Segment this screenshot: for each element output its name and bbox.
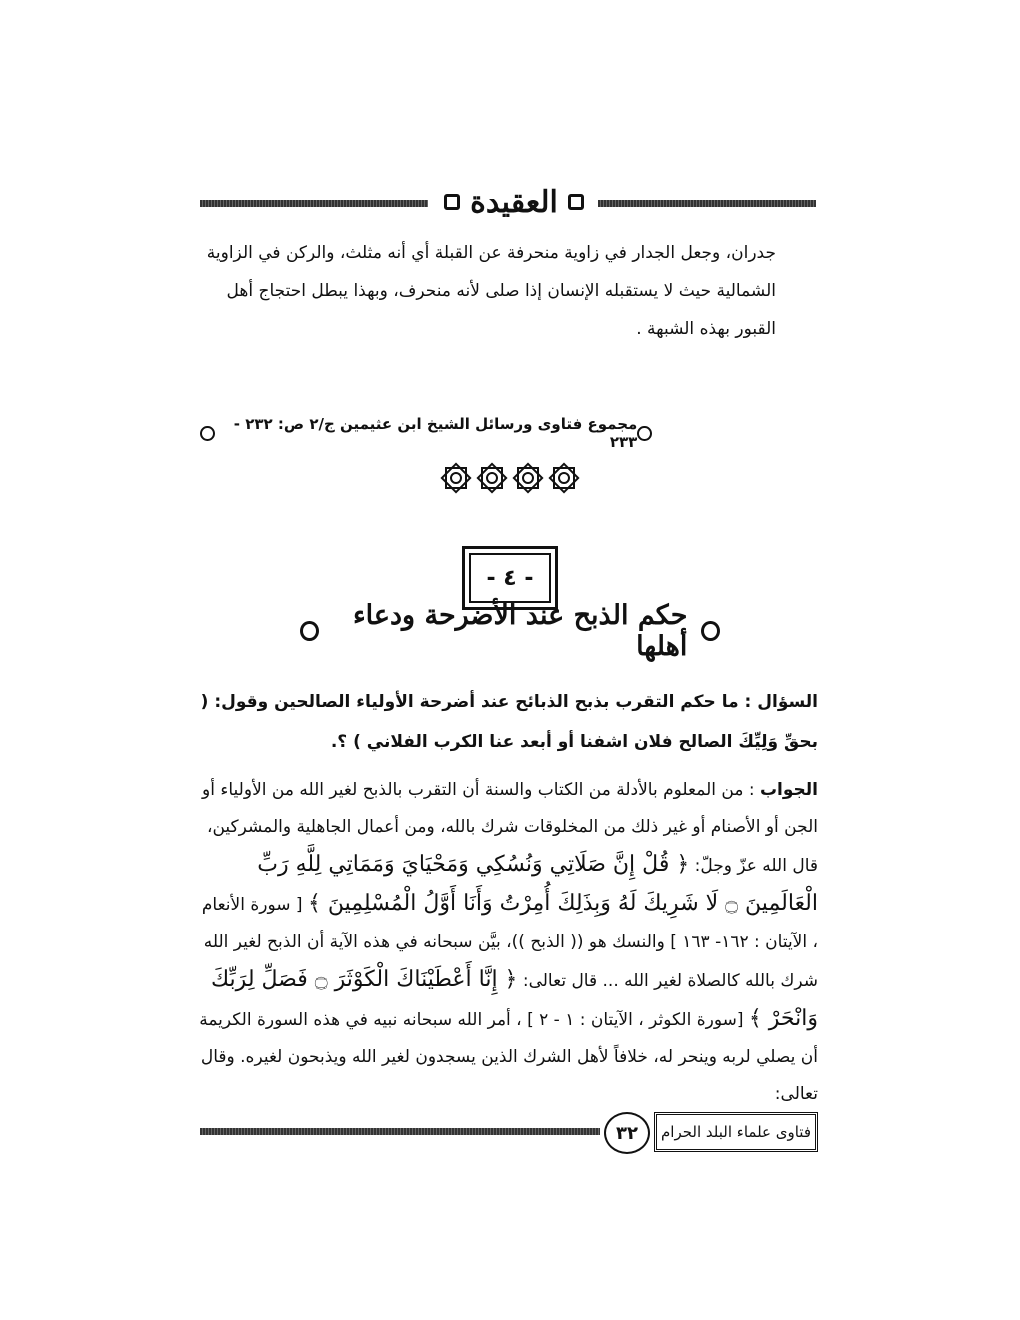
star-ornament-icon [440, 462, 472, 494]
source-reference [200, 415, 652, 451]
ring-bullet-icon [200, 426, 215, 441]
star-ornament-icon [548, 462, 580, 494]
star-ornament-icon [476, 462, 508, 494]
header-title: العقيدة [470, 184, 558, 220]
fatwa-number: - ٤ - [469, 553, 551, 603]
section-title-block [300, 600, 720, 662]
question-label: السؤال [757, 692, 818, 712]
star-ornament-icon [512, 462, 544, 494]
reference-text: مجموع فتاوى ورسائل الشيخ ابن عثيمين ج/٢ ص: ٢٣٢ - ٢٣٣ [233, 415, 638, 451]
square-bullet-icon [444, 194, 460, 210]
ring-bullet-icon [300, 621, 319, 641]
ornament-divider [440, 462, 580, 494]
section-title: حكم الذبح عند الأضرحة ودعاء أهلها [352, 600, 688, 662]
square-bullet-icon [568, 194, 584, 210]
question-block [198, 682, 818, 762]
answer-block [198, 772, 818, 1113]
answer-label: الجواب [759, 780, 818, 800]
footer-rule [200, 1128, 600, 1135]
ring-bullet-icon [637, 426, 652, 441]
question-text: : ما حكم التقرب بذبح الذبائح عند أضرحة الأولياء الصالحين وقول: ( بحقِّ وَلِيِّكَ الصالح فلان اشفنا أو أبعد عنا الكرب الفلاني ) ؟. [200, 692, 818, 752]
ring-bullet-icon [701, 621, 720, 641]
verse-reference-2: [سورة الكوثر ، الآيتان : ١ - ٢ ] [527, 1010, 744, 1030]
header-rule-right [598, 200, 816, 207]
header-title-block [436, 178, 592, 226]
quran-verse-2: ﴿ إِنَّا أَعْطَيْنَاكَ الْكَوْثَرَ ۝ فَصَلِّ لِرَبِّكَ وَانْحَرْ ﴾ [211, 967, 818, 1031]
verse-reference-1: [ سورة الأنعام ، الآيتان : ١٦٢- ١٦٣ ] [201, 895, 818, 952]
quran-verse-1: ﴿ قُلْ إِنَّ صَلَاتِي وَنُسُكِي وَمَحْيَايَ وَمَمَاتِي لِلَّهِ رَبِّ الْعَالَمِينَ ۝ لَا شَرِيكَ لَهُ وَبِذَلِكَ أُمِرْتُ وَأَنَا أَوَّلُ الْمُسْلِمِينَ ﴾ [257, 852, 818, 916]
answer-text-1: : من المعلوم بالأدلة من الكتاب والسنة أن التقرب بالذبح لغير الله من الأولياء أو الجن أو الأصنام أو غير ذلك من المخلوقات شرك بالله، ومن أعمال الجاهلية والمشركين، قال الله عزّ وجلّ: [202, 780, 818, 876]
intro-paragraph: جدران، وجعل الجدار في زاوية منحرفة عن القبلة أي أنه مثلث، والركن في الزاوية الشمالية حيث لا يستقبله الإنسان إذا صلى لأنه منحرف، وبهذا يبطل احتجاج أهل القبور بهذه الشبهة . [206, 243, 776, 339]
answer-text-3: ، أمر الله سبحانه نبيه في هذه السورة الكريمة أن يصلي لربه وينحر له، خلافاً لأهل الشرك الذين يسجدون لغير الله ويذبحون لغيره. وقال تعالى: [199, 1010, 818, 1104]
answer-text-2: والنسك هو (( الذبح ))، بيَّن سبحانه في هذه الآية أن الذبح لغير الله شرك بالله كالصلاة لغير الله ... قال تعالى: [203, 932, 818, 991]
header-rule-left [200, 200, 428, 207]
page-number: ٣٢ [604, 1112, 650, 1154]
book-title: فتاوى علماء البلد الحرام [654, 1112, 818, 1152]
